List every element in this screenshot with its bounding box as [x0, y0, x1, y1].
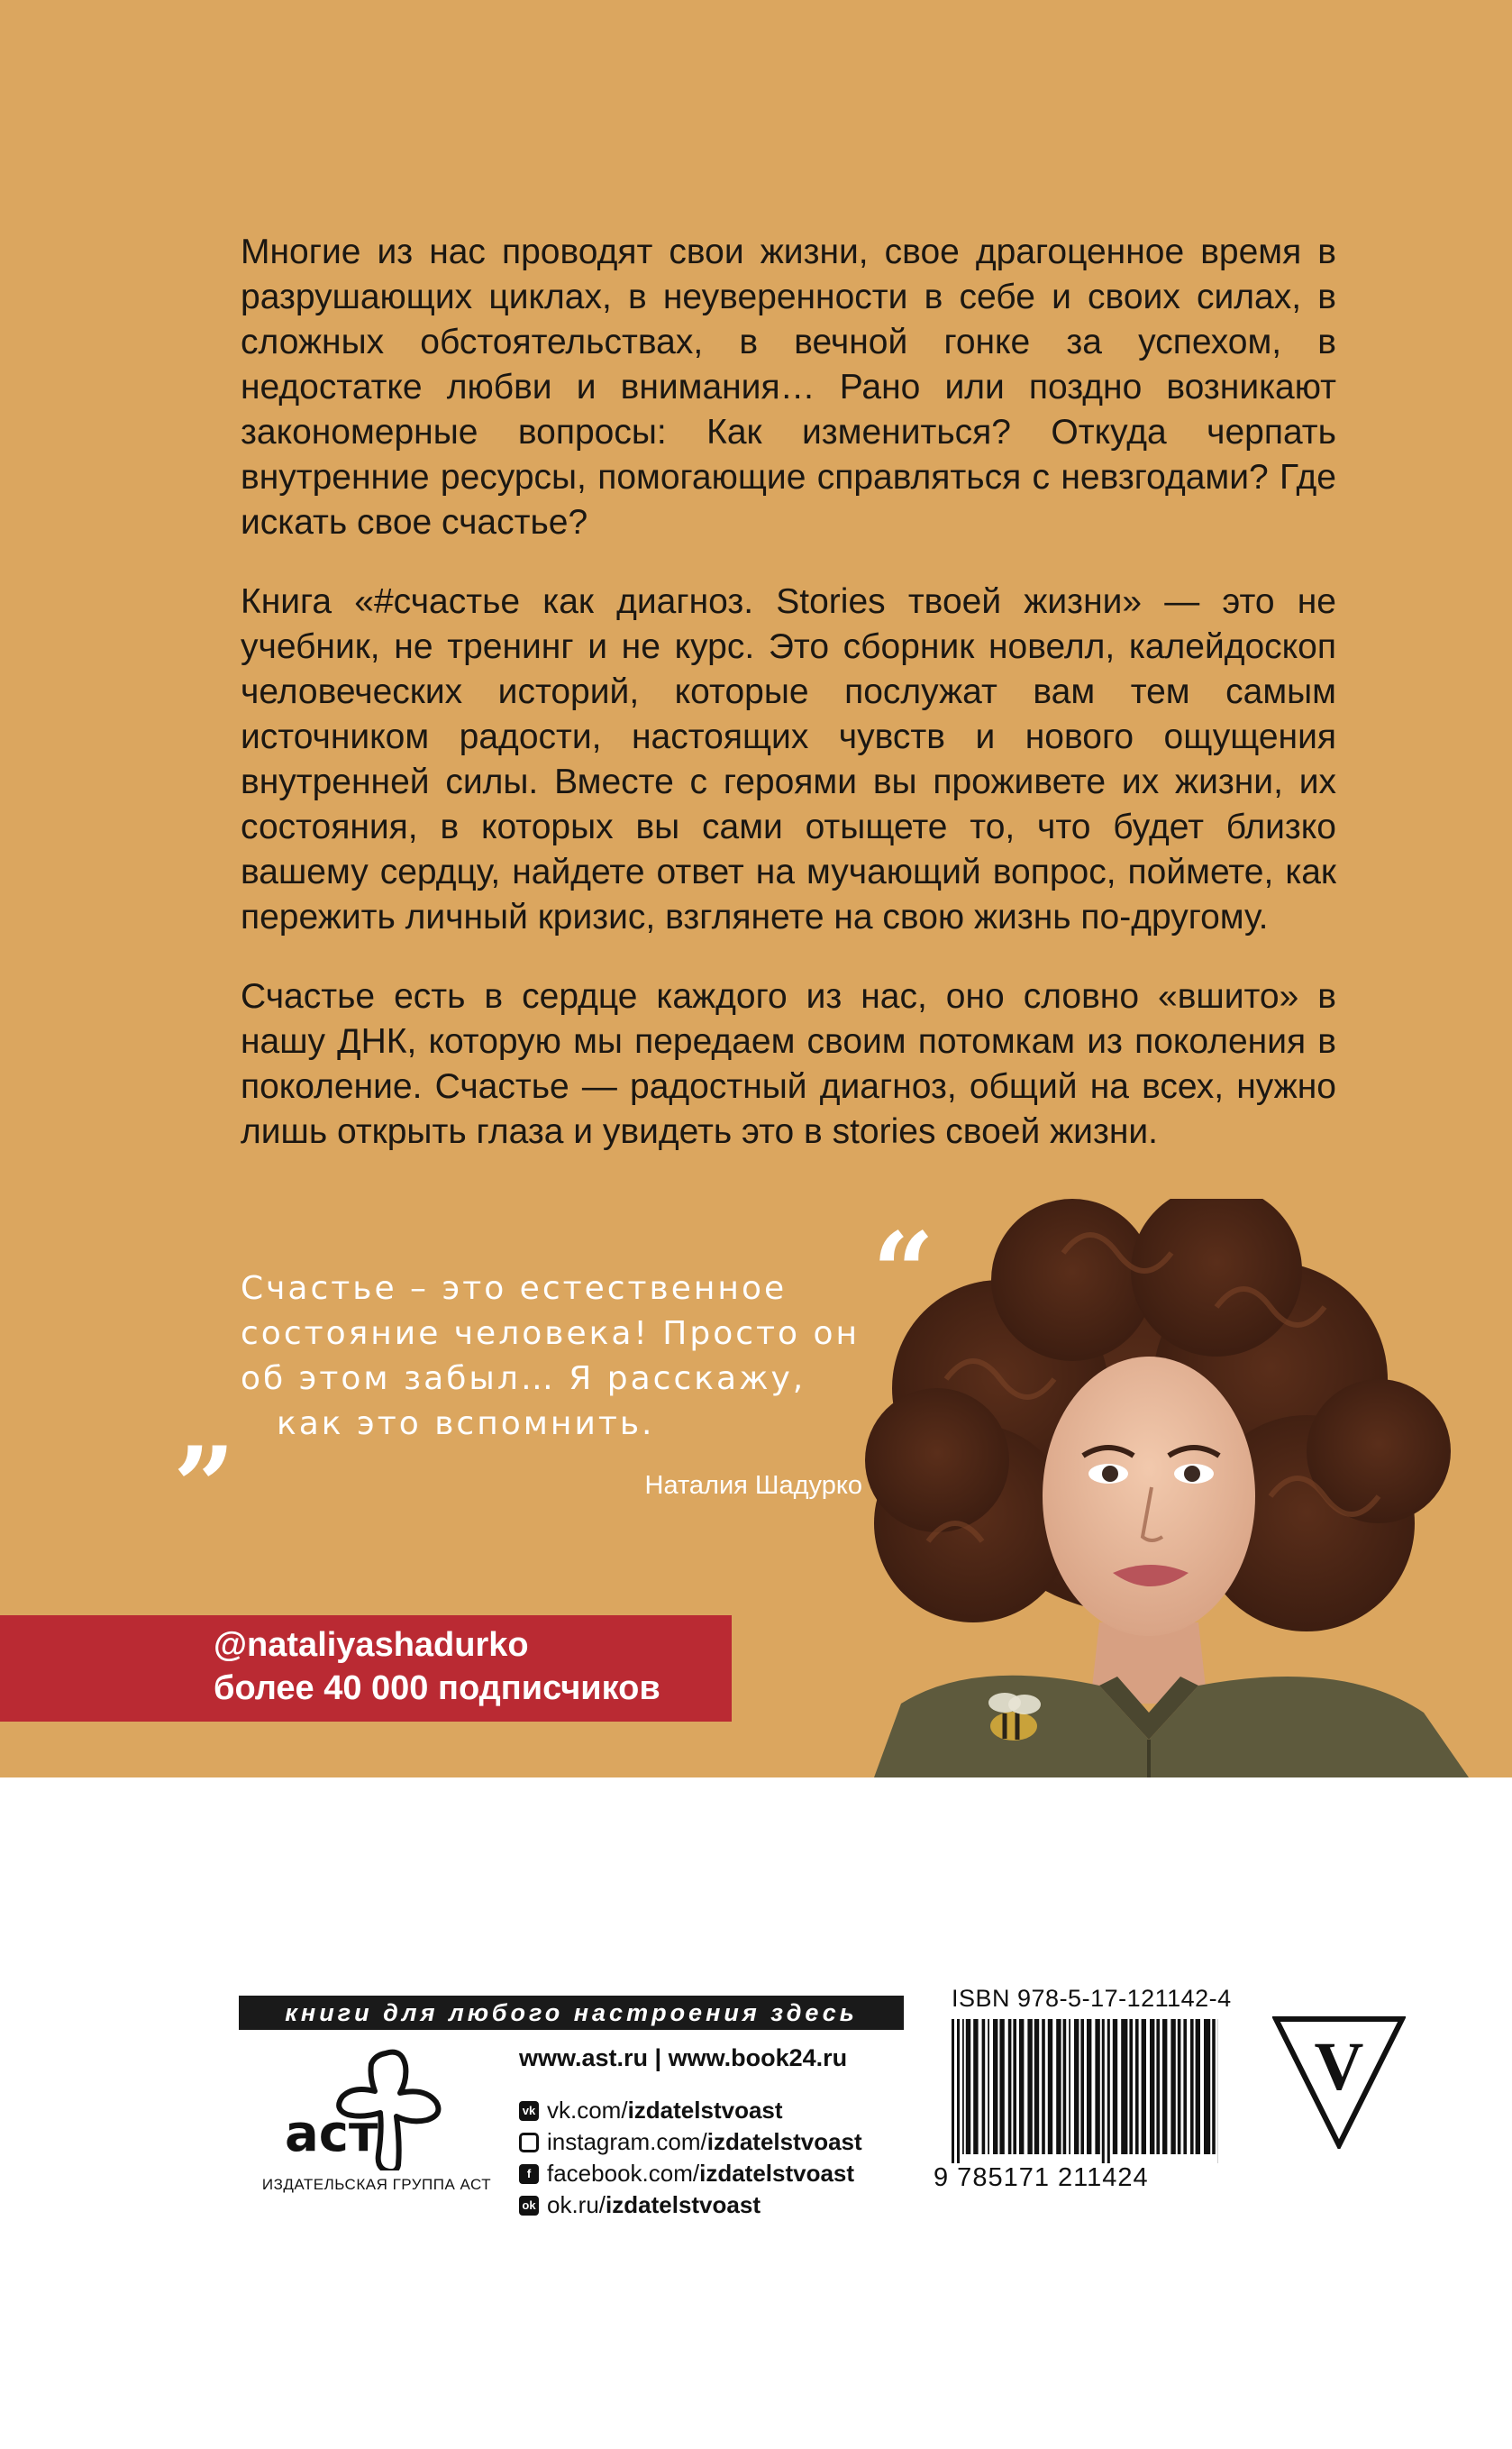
- barcode-bar: [1080, 2019, 1084, 2154]
- ast-logo-text: аст: [285, 2105, 378, 2163]
- barcode-bar: [952, 2019, 954, 2163]
- barcode-bar: [1150, 2019, 1154, 2154]
- social-link-vk[interactable]: [519, 2095, 862, 2126]
- social-banner: [0, 1615, 732, 1722]
- barcode-bar: [1069, 2019, 1070, 2154]
- quote-close-mark: ”: [173, 1423, 236, 1550]
- barcode-bar: [1178, 2019, 1181, 2154]
- quote-author: Наталия Шадурко: [644, 1471, 862, 1500]
- social-link-prefix: vk.com/: [547, 2097, 628, 2124]
- barcode-bar: [962, 2019, 964, 2154]
- imprint-v-logo: [1272, 2015, 1406, 2149]
- imprint-mark-text: V: [1314, 2029, 1364, 2105]
- barcode-bar: [1190, 2019, 1194, 2154]
- quote-line: Счастье – это естественное: [241, 1270, 788, 1307]
- barcode-bar: [988, 2019, 989, 2154]
- social-link-ok[interactable]: [519, 2189, 862, 2221]
- barcode-digits: 9 785171 211424: [934, 2163, 1149, 2192]
- barcode-bar: [1013, 2019, 1016, 2154]
- book-description: [241, 230, 1336, 1189]
- barcode-bar: [1019, 2019, 1024, 2154]
- barcode-bar: [1034, 2019, 1039, 2154]
- social-link-prefix: ok.ru/: [547, 2191, 606, 2218]
- author-portrait: [838, 1199, 1512, 1777]
- barcode-bar: [1156, 2019, 1160, 2154]
- author-quote: [241, 1266, 907, 1447]
- barcode-bar: [1121, 2019, 1127, 2154]
- instagram-icon: [519, 2133, 539, 2152]
- instagram-handle: @nataliyashadurko: [214, 1626, 529, 1664]
- publisher-social-links: [519, 2095, 862, 2221]
- facebook-icon: f: [519, 2164, 539, 2184]
- publisher-caption: ИЗДАТЕЛЬСКАЯ ГРУППА АСТ: [261, 2176, 492, 2193]
- isbn-barcode: [948, 2019, 1218, 2163]
- social-link-handle: izdatelstvoast: [699, 2160, 855, 2187]
- barcode-bar: [1113, 2019, 1117, 2154]
- social-link-prefix: facebook.com/: [547, 2160, 700, 2187]
- social-link-prefix: instagram.com/: [547, 2128, 707, 2155]
- barcode-bar: [1048, 2019, 1052, 2154]
- description-paragraph: Счастье есть в сердце каждого из нас, оно словно «вшито» в нашу ДНК, которую мы передаем своим потомкам из поколения в поколение. Счастье — радостный диагноз, общий на всех, нужно лишь открыть глаза и увидеть это в stories своей жизни.: [241, 977, 1336, 1151]
- vk-icon: vk: [519, 2101, 539, 2121]
- barcode-bar: [1135, 2019, 1139, 2154]
- quote-line: состояние человека! Просто он: [241, 1315, 861, 1352]
- description-paragraph: Многие из нас проводят свои жизни, свое драгоценное время в разрушающих циклах, в неуверенности в себе и своих силах, в сложных обстоятельствах, в вечной гонке за успехом, в недостатке любви и внимания… Рано или поздно возникают закономерные вопросы: Как измениться? Откуда черпать внутренние ресурсы, помогающие справляться с невзгодами? Где искать свое счастье?: [241, 233, 1336, 542]
- quote-open-mark: “: [872, 1209, 935, 1336]
- barcode-bar: [982, 2019, 986, 2154]
- barcode-bar: [1095, 2019, 1099, 2154]
- ok-icon: ok: [519, 2196, 539, 2216]
- barcode-bar: [993, 2019, 997, 2154]
- barcode-bar: [1102, 2019, 1105, 2163]
- ast-logo-icon: [279, 2044, 460, 2170]
- barcode-bar: [1087, 2019, 1091, 2154]
- social-link-handle: izdatelstvoast: [606, 2191, 761, 2218]
- social-link-handle: izdatelstvoast: [627, 2097, 783, 2124]
- barcode-bar: [973, 2019, 978, 2154]
- quote-line: как это вспомнить.: [277, 1405, 655, 1442]
- barcode-bar: [1074, 2019, 1079, 2154]
- barcode-bar: [1212, 2019, 1216, 2154]
- barcode-bar: [999, 2019, 1004, 2154]
- quote-line: об этом забыл… Я расскажу,: [241, 1360, 806, 1397]
- publisher-sites[interactable]: www.ast.ru | www.book24.ru: [519, 2044, 848, 2071]
- barcode-bar: [1162, 2019, 1167, 2154]
- barcode-bar: [966, 2019, 970, 2154]
- barcode-bar: [1142, 2019, 1146, 2154]
- barcode-bar: [1056, 2019, 1061, 2154]
- social-link-facebook[interactable]: [519, 2158, 862, 2189]
- barcode-bar: [1129, 2019, 1133, 2154]
- publisher-slogan: книги для любого настроения здесь: [239, 1996, 904, 2030]
- barcode-bar: [1170, 2019, 1175, 2154]
- isbn-label: ISBN 978-5-17-121142-4: [952, 1985, 1232, 2012]
- barcode-bar: [1008, 2019, 1012, 2154]
- barcode-bar: [1027, 2019, 1032, 2154]
- barcode-bar: [1063, 2019, 1067, 2154]
- description-paragraph: Книга «#счастье как диагноз. Stories твоей жизни» — это не учебник, не тренинг и не курс. Это сборник новелл, калейдоскоп человеческих историй, которые послужат вам тем самым источником радости, настоящих чувств и нового ощущения внутренней силы. Вместе с героями вы проживете их жизни, их состояния, в которых вы сами отыщете то, что будет близко вашему сердцу, найдете ответ на мучающий вопрос, поймете, как пережить личный кризис, взглянете на свою жизнь по-другому.: [241, 582, 1336, 937]
- barcode-bar: [1107, 2019, 1110, 2163]
- barcode-bar: [1196, 2019, 1200, 2154]
- social-link-instagram[interactable]: [519, 2126, 862, 2158]
- barcode-bar: [1204, 2019, 1210, 2154]
- subscriber-count: более 40 000 подписчиков: [214, 1669, 660, 1707]
- barcode-bar: [957, 2019, 960, 2163]
- social-link-handle: izdatelstvoast: [706, 2128, 862, 2155]
- barcode-bar: [1183, 2019, 1187, 2154]
- barcode-bar: [1042, 2019, 1045, 2154]
